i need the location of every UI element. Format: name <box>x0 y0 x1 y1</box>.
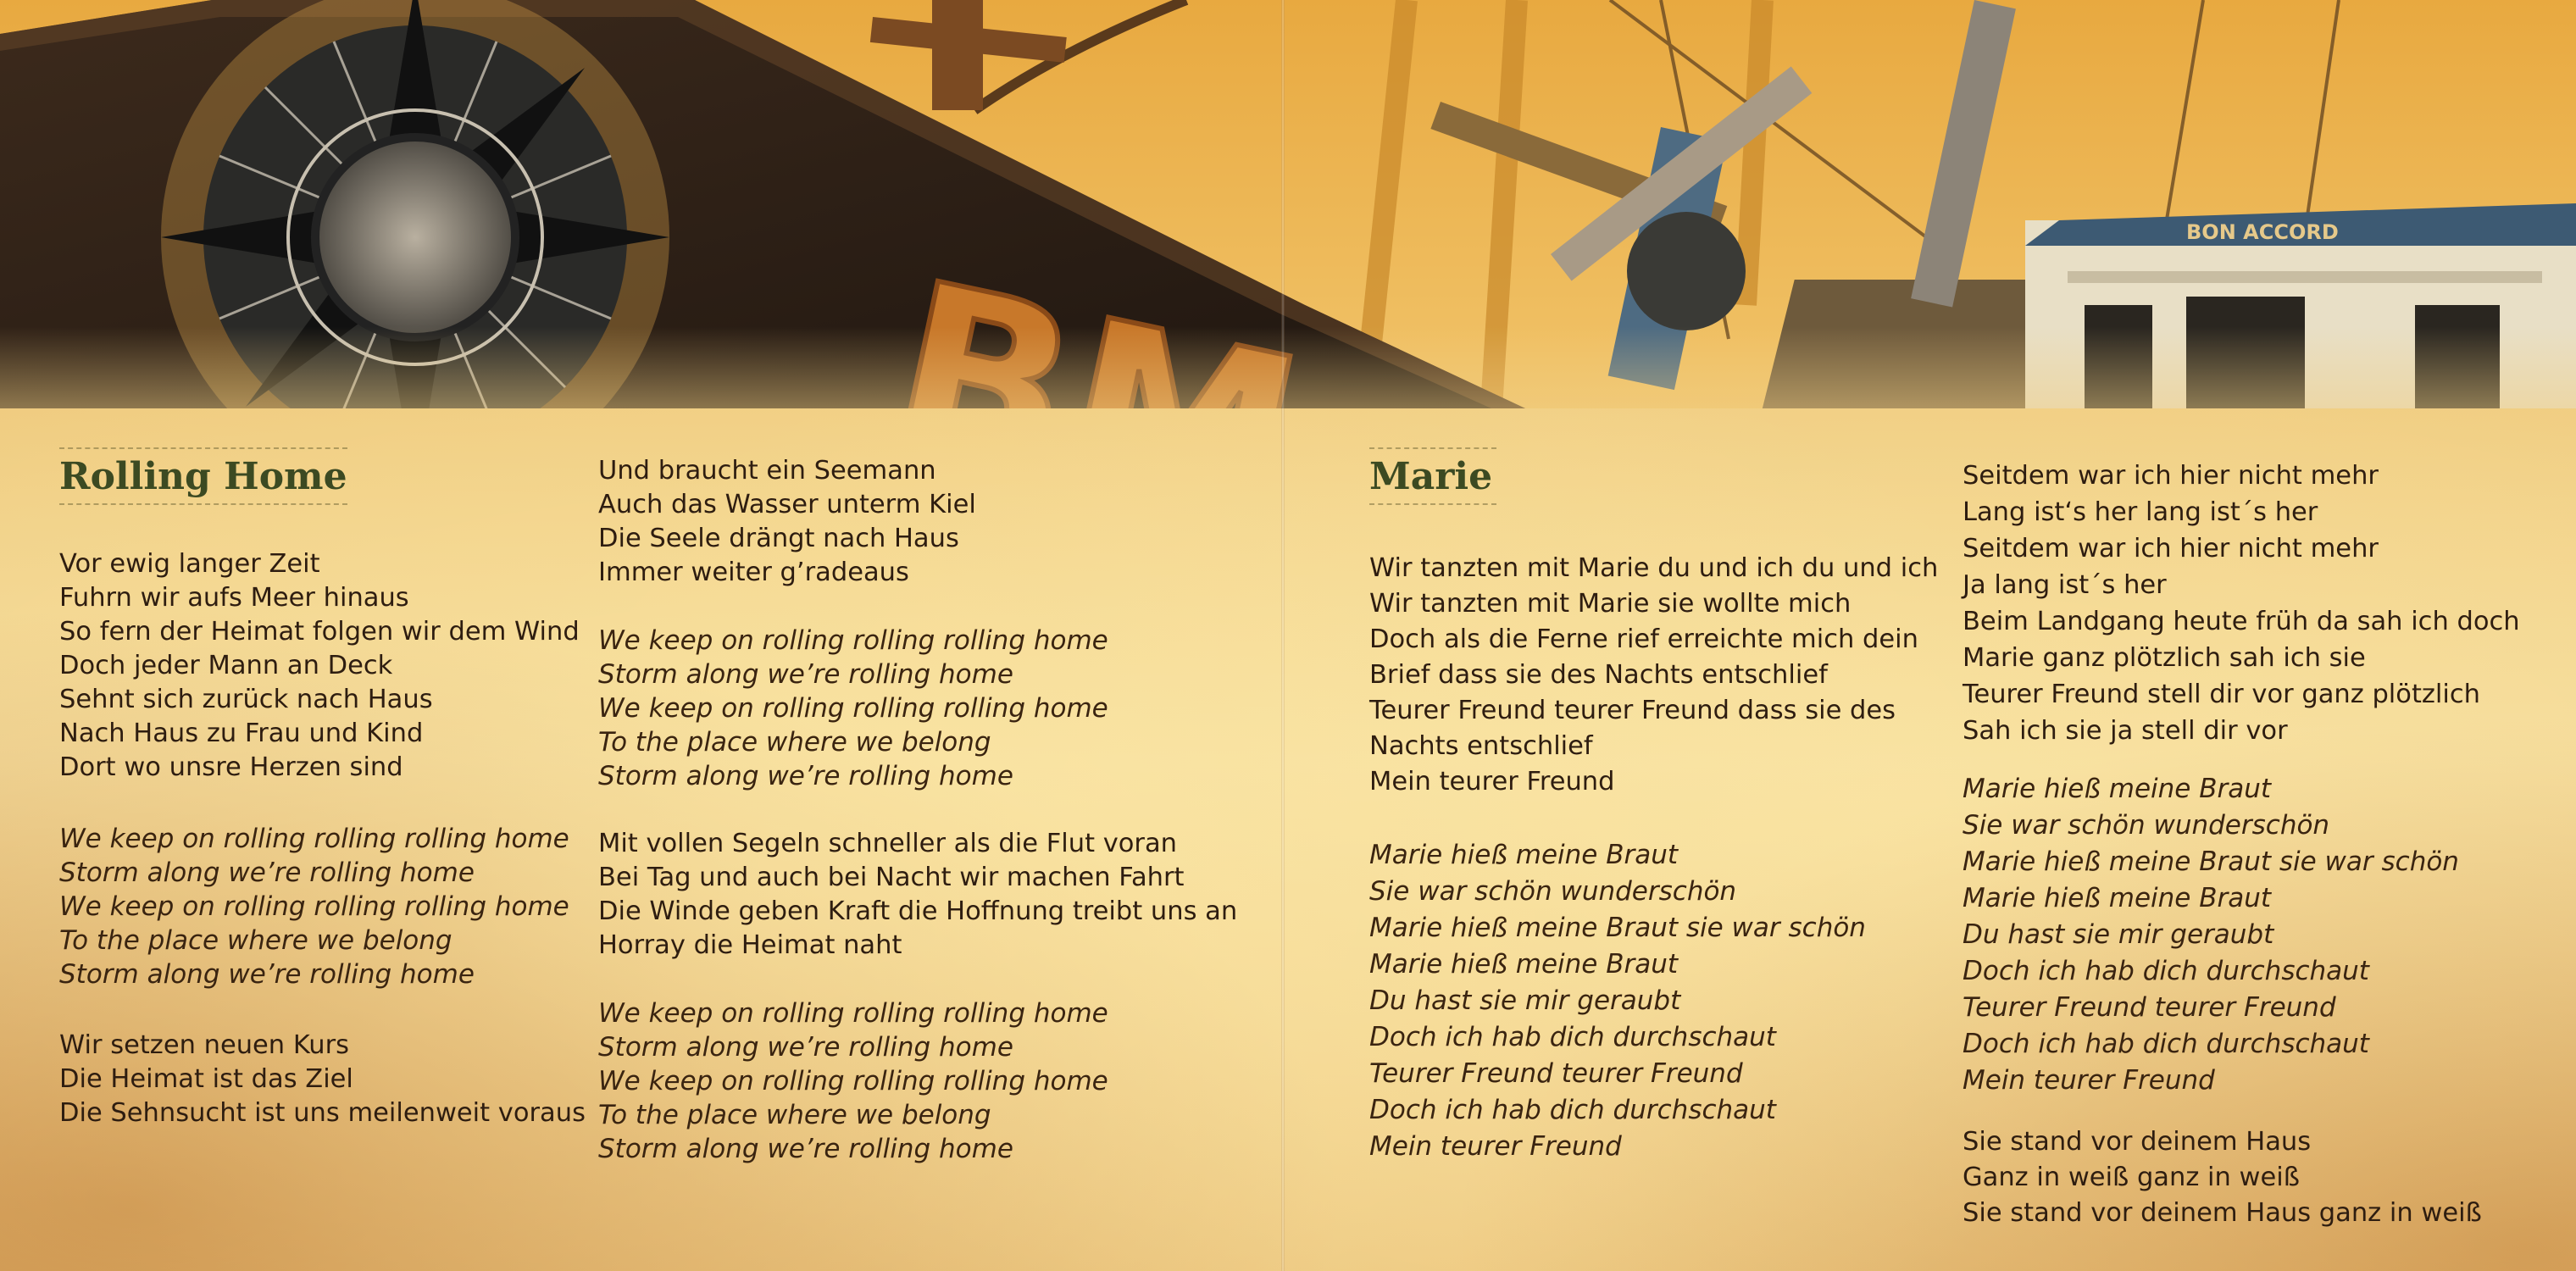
lyric-line: Bei Tag und auch bei Nacht wir machen Fahrt <box>598 863 1185 892</box>
lyric-line: Marie hieß meine Braut <box>1369 840 1679 870</box>
lyric-line: Sie stand vor deinem Haus ganz in weiß <box>1963 1198 2482 1228</box>
lyric-line: Dort wo unsre Herzen sind <box>59 752 403 782</box>
lyric-line: Vor ewig langer Zeit <box>59 549 320 579</box>
lyric-line: We keep on rolling rolling rolling home <box>59 824 569 854</box>
lyric-line: Doch ich hab dich durchschaut <box>1369 1095 1776 1125</box>
lyric-line: Die Sehnsucht ist uns meilenweit voraus <box>59 1098 586 1128</box>
lyric-line: Ganz in weiß ganz in weiß <box>1963 1163 2300 1192</box>
lyric-line: Mit vollen Segeln schneller als die Flut voran <box>598 829 1177 858</box>
lyric-line: Marie ganz plötzlich sah ich sie <box>1963 643 2366 673</box>
lyric-line: We keep on rolling rolling rolling home <box>598 693 1108 724</box>
lyric-line: Teurer Freund teurer Freund dass sie des <box>1369 696 1896 725</box>
song-title: Rolling Home <box>59 455 347 498</box>
lyric-line: Marie hieß meine Braut <box>1963 883 2272 913</box>
chorus-stanza <box>59 822 568 991</box>
lyric-line: Storm along we’re rolling home <box>59 858 475 888</box>
lyric-line: Doch ich hab dich durchschaut <box>1963 1029 2369 1059</box>
lyric-line: Brief dass sie des Nachts entschlief <box>1369 660 1828 690</box>
lyric-line: Teurer Freund teurer Freund <box>1963 992 2336 1023</box>
lyric-line: Du hast sie mir geraubt <box>1963 919 2274 950</box>
rolling-home-column-2 <box>598 454 1242 1166</box>
lyric-line: Marie hieß meine Braut <box>1369 949 1679 980</box>
lyric-line: Wir tanzten mit Marie sie wollte mich <box>1369 589 1852 619</box>
chorus-stanza <box>1369 837 1929 1165</box>
harbor-photo <box>0 0 2576 408</box>
lyric-line: Und braucht ein Seemann <box>598 456 936 486</box>
lyric-line: Beim Landgang heute früh da sah ich doch <box>1963 607 2520 636</box>
lyric-line: Storm along we’re rolling home <box>59 959 475 990</box>
lyric-line: Doch als die Ferne rief erreichte mich dein <box>1369 624 1918 654</box>
lyric-line: Storm along we’re rolling home <box>598 1032 1013 1063</box>
lyric-line: Auch das Wasser unterm Kiel <box>598 490 976 519</box>
lyric-line: So fern der Heimat folgen wir dem Wind <box>59 617 580 647</box>
lyric-line: Mein teurer Freund <box>1963 1065 2215 1096</box>
chorus-stanza <box>1963 771 2556 1099</box>
title-rule-top <box>59 447 347 449</box>
lyric-line: Ja lang ist´s her <box>1963 570 2167 600</box>
lyric-line: Sah ich sie ja stell dir vor <box>1963 716 2288 746</box>
lyric-line: Nachts entschlief <box>1369 731 1593 761</box>
lyric-line: Seitdem war ich hier nicht mehr <box>1963 461 2379 491</box>
lyric-line: Marie hieß meine Braut sie war schön <box>1369 913 1866 943</box>
lyric-line: Seitdem war ich hier nicht mehr <box>1963 534 2379 563</box>
lyric-line: Mein teurer Freund <box>1369 1131 1622 1162</box>
lyric-line: Immer weiter g’radeaus <box>598 558 909 587</box>
title-rule-bottom <box>59 503 347 505</box>
lyric-line: Lang ist‘s her lang ist´s her <box>1963 497 2318 527</box>
song-title: Marie <box>1369 455 1493 498</box>
lyric-line: Mein teurer Freund <box>1369 767 1615 796</box>
stanza <box>598 454 1242 590</box>
lyric-line: Nach Haus zu Frau und Kind <box>59 719 424 748</box>
lyric-line: We keep on rolling rolling rolling home <box>598 998 1108 1029</box>
lyric-line: Fuhrn wir aufs Meer hinaus <box>59 583 409 613</box>
lyric-line: Doch jeder Mann an Deck <box>59 651 393 680</box>
lyric-line: Die Seele drängt nach Haus <box>598 524 959 553</box>
center-fold <box>1281 0 1285 1271</box>
lyric-line: Doch ich hab dich durchschaut <box>1963 956 2369 986</box>
ship-illustration <box>0 0 2576 408</box>
rolling-home-column-1 <box>59 447 586 1130</box>
lyric-line: Die Heimat ist das Ziel <box>59 1064 353 1094</box>
marie-column-2 <box>1963 458 2556 1231</box>
lyric-line: To the place where we belong <box>598 727 991 758</box>
stanza <box>59 547 580 785</box>
stanza <box>1369 551 1939 800</box>
stanza <box>1963 1124 2556 1231</box>
title-rule-bottom <box>1369 503 1496 505</box>
stanza <box>598 827 1242 963</box>
lyric-line: Wir setzen neuen Kurs <box>59 1030 350 1060</box>
lyric-line: Marie hieß meine Braut sie war schön <box>1963 846 2459 877</box>
lyric-line: Sie war schön wunderschön <box>1369 876 1737 907</box>
lyric-line: Teurer Freund stell dir vor ganz plötzlich <box>1963 680 2480 709</box>
title-rule-top <box>1369 447 1496 449</box>
lyric-line: To the place where we belong <box>59 925 452 956</box>
lyric-line: We keep on rolling rolling rolling home <box>598 1066 1108 1096</box>
lyric-line: Doch ich hab dich durchschaut <box>1369 1022 1776 1052</box>
lyric-line: Teurer Freund teurer Freund <box>1369 1058 1743 1089</box>
lyric-line: Wir tanzten mit Marie du und ich du und ich <box>1369 553 1939 583</box>
chorus-stanza <box>598 996 1242 1166</box>
lyric-line: Storm along we’re rolling home <box>598 659 1013 690</box>
lyric-line: Marie hieß meine Braut <box>1963 774 2272 804</box>
lyric-line: Die Winde geben Kraft die Hoffnung treibt uns an <box>598 896 1238 926</box>
lyric-line: Sehnt sich zurück nach Haus <box>59 685 433 714</box>
lyric-line: We keep on rolling rolling rolling home <box>59 891 569 922</box>
lyric-line: To the place where we belong <box>598 1100 991 1130</box>
lyric-line: Storm along we’re rolling home <box>598 1134 1013 1164</box>
lyric-line: Sie stand vor deinem Haus <box>1963 1127 2312 1157</box>
marie-column-1 <box>1369 447 1939 1165</box>
lyric-line: We keep on rolling rolling rolling home <box>598 625 1108 656</box>
lyric-line: Horray die Heimat naht <box>598 930 902 960</box>
lyric-line: Storm along we’re rolling home <box>598 761 1013 791</box>
lyric-line: Du hast sie mir geraubt <box>1369 985 1681 1016</box>
stanza <box>59 1029 586 1130</box>
stanza <box>1963 458 2556 749</box>
chorus-stanza <box>598 624 1242 793</box>
lyric-line: Sie war schön wunderschön <box>1963 810 2330 841</box>
